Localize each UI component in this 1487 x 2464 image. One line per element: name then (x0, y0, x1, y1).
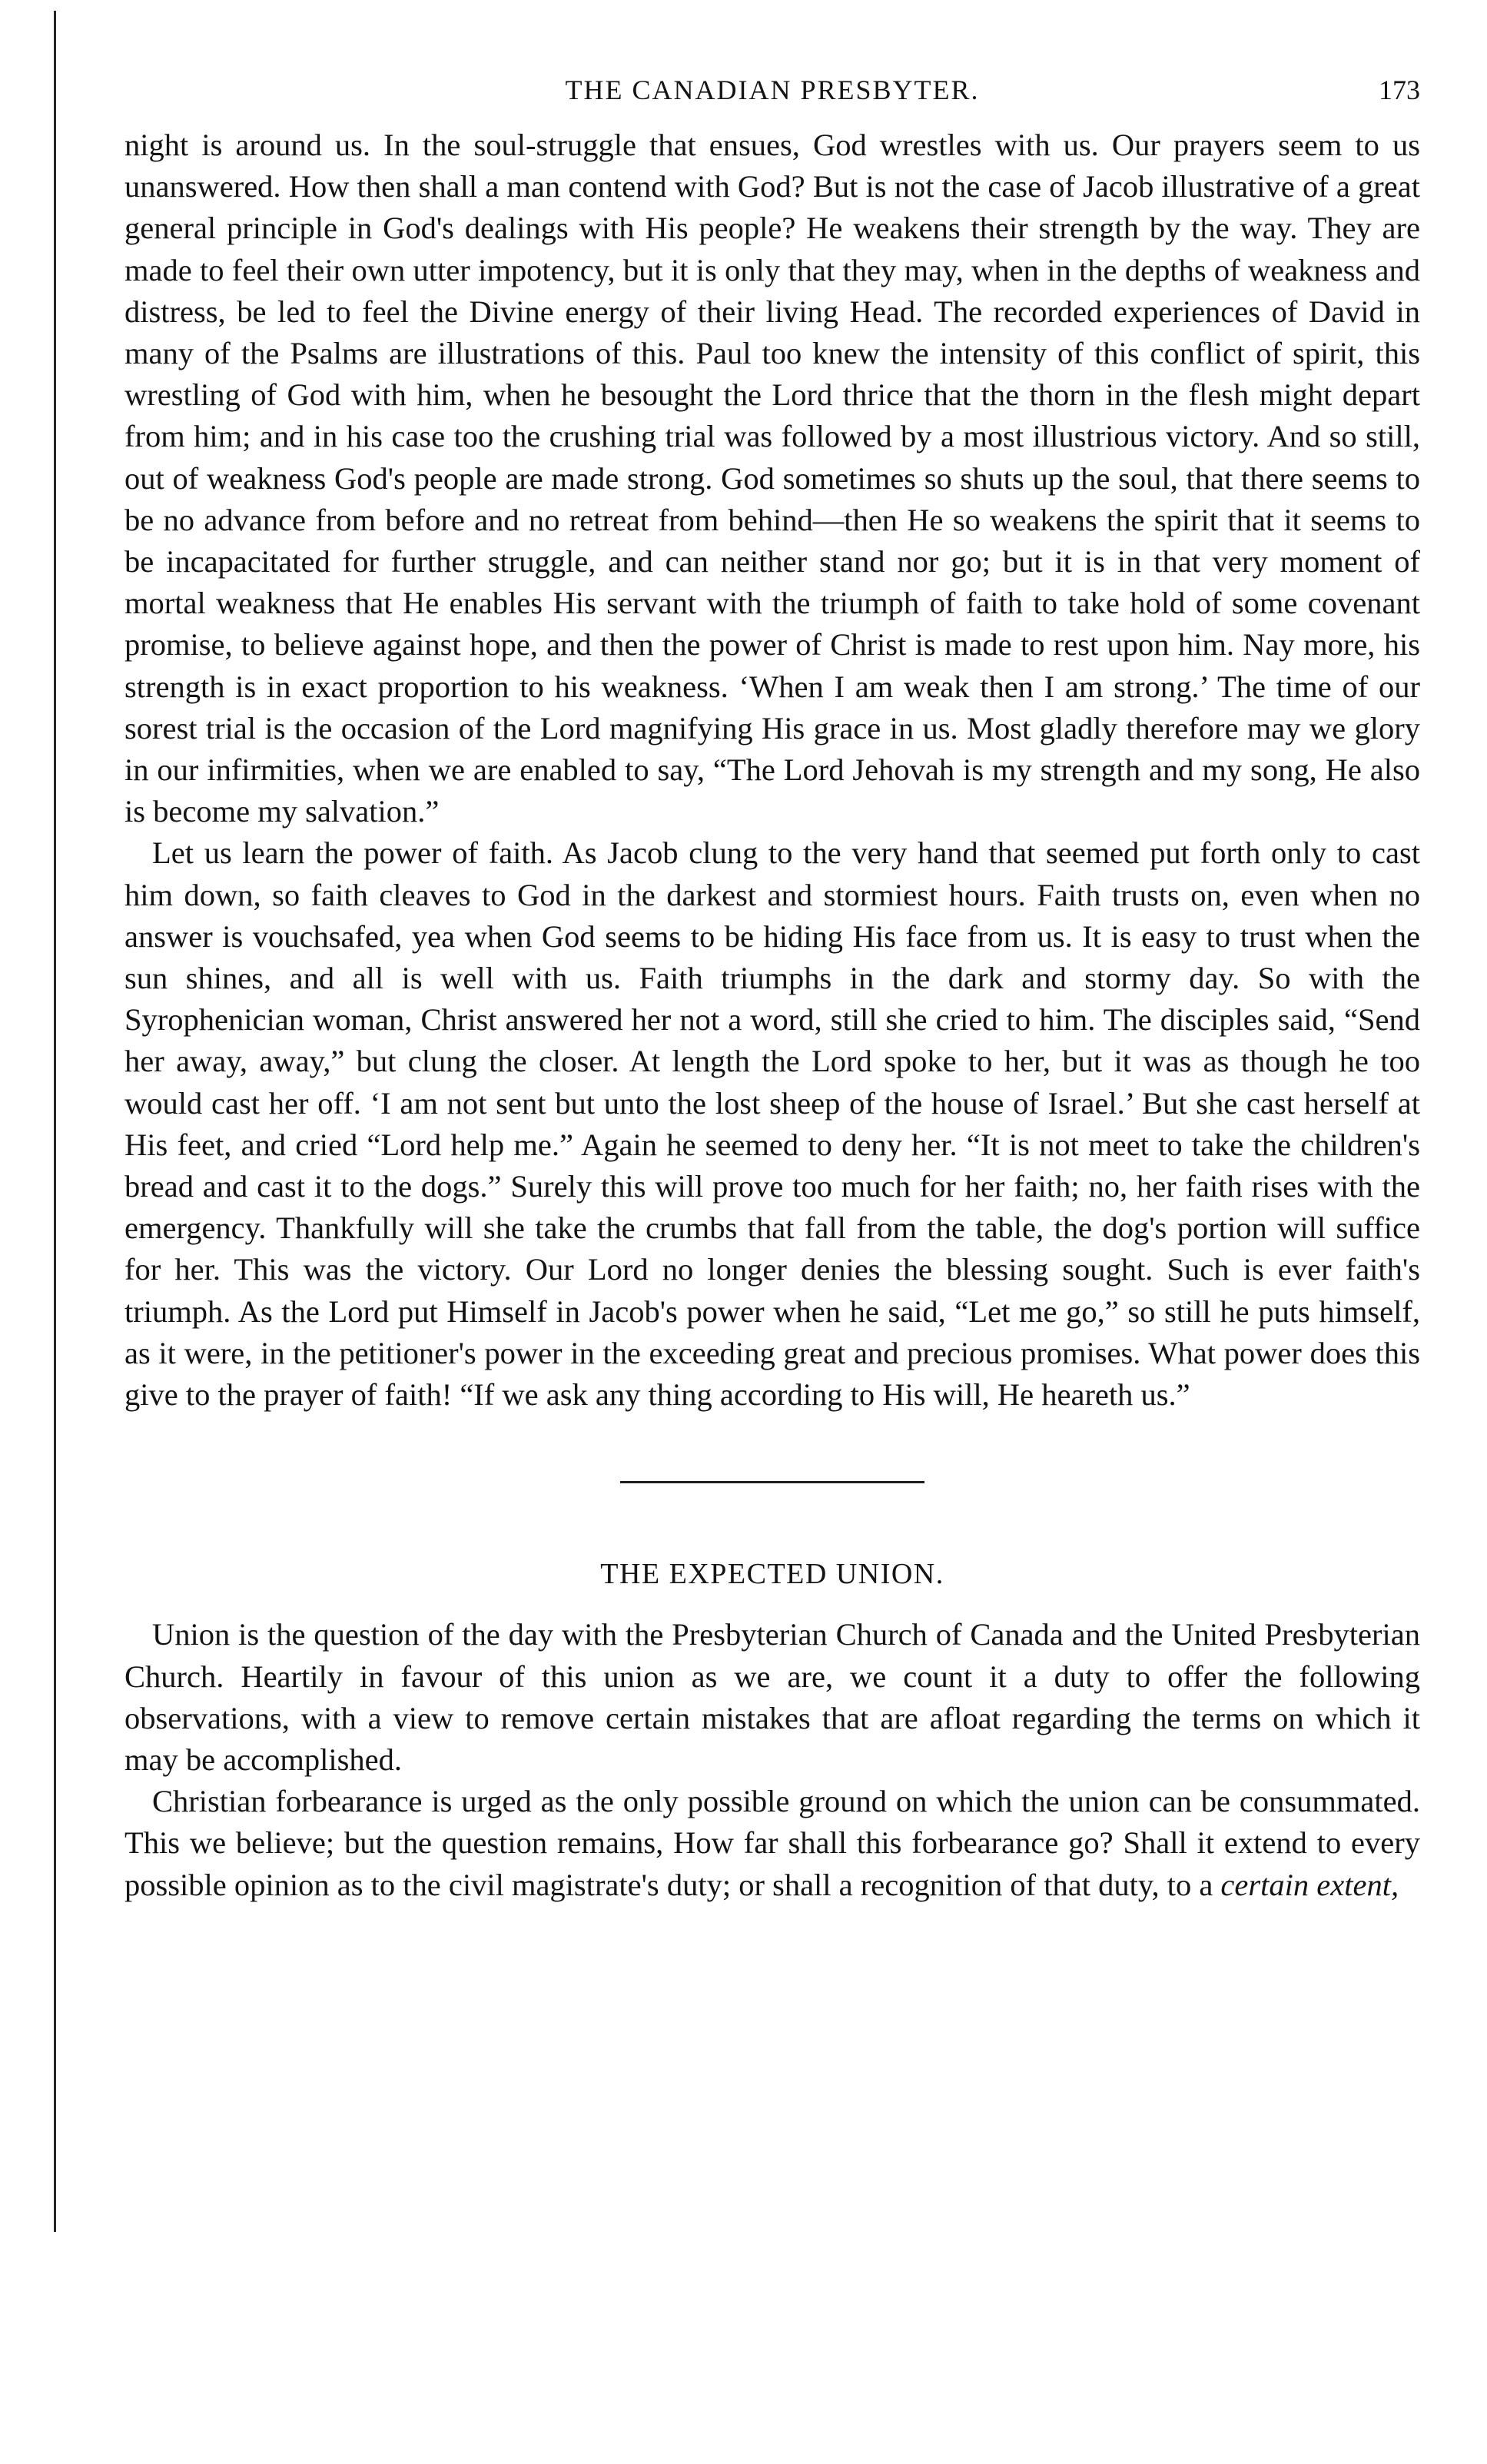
section-title: THE EXPECTED UNION. (600, 1558, 944, 1591)
book-page (124, 61, 1420, 1906)
paragraph-forbearance-text: Christian forbearance is urged as the only possible ground on which the union can be consummated. This we believe; but the question remains, How far shall this forbearance go? Shall it extend to every possible opinion as to the civil magistrate's duty; or shall a recognition of that duty, to a (124, 1784, 1420, 1902)
section-divider (620, 1481, 924, 1483)
page-left-edge-rule (54, 11, 56, 2232)
italic-emphasis: certain extent, (1220, 1867, 1399, 1902)
paragraph-christian-forbearance (124, 1781, 1420, 1906)
paragraph-power-of-faith: Let us learn the power of faith. As Jacob clung to the very hand that seemed put forth only to cast him down, so faith cleaves to God in the darkest and stormiest hours. Faith trusts on, even when no answer is vouchsafed, yea when God seems to be hiding His face from us. It is easy to trust when the sun shines, and all is well with us. Faith triumphs in the dark and stormy day. So with the Syrophenician woman, Christ answered her not a word, still she cried to him. The disciples said, “Send her away, away,” but clung the closer. At length the Lord spoke to her, but it was as though he too would cast her off. ‘I am not sent but unto the lost sheep of the house of Israel.’ But she cast herself at His feet, and cried “Lord help me.” Again he seemed to deny her. “It is not meet to take the children's bread and cast it to the dogs.” Surely this will prove too much for her faith; no, her faith rises with the emergency. Thankfully will she take the crumbs that fall from the table, the dog's portion will suffice for her. This was the victory. Our Lord no longer denies the blessing sought. Such is ever faith's triumph. As the Lord put Himself in Jacob's power when he said, “Let me go,” so still he puts himself, as it were, in the petitioner's power in the exceeding great and precious promises. What power does this give to the prayer of faith! “If we ask any thing according to His will, He heareth us.” (124, 835, 1420, 1413)
paragraph-union-question: Union is the question of the day with the Presbyterian Church of Canada and the United Presbyterian Church. Heartily in favour of this union as we are, we count it a duty to offer the following observations, with a view to remove certain mistakes that are afloat regarding the terms on which it may be accomplished. (124, 1617, 1420, 1777)
paragraph-continuation: night is around us. In the soul-struggle that ensues, God wrestles with us. Our prayers seem to us unanswered. How then shall a man contend with God? But is not the case of Jacob illustrative of a great general principle in God's dealings with His people? He weakens their strength by the way. They are made to feel their own utter impotency, but it is only that they may, when in the depths of weakness and distress, be led to feel the Divine energy of their living Head. The recorded experiences of David in many of the Psalms are illustrations of this. Paul too knew the intensity of this conflict of spirit, this wrestling of God with him, when he besought the Lord thrice that the thorn in the flesh might depart from him; and in his case too the crushing trial was followed by a most illustrious victory. And so still, out of weakness God's people are made strong. God sometimes so shuts up the soul, that there seems to be no advance from before and no retreat from behind—then He so weakens the spirit that it seems to be incapacitated for further struggle, and can neither stand nor go; but it is in that very moment of mortal weakness that He enables His servant with the triumph of faith to take hold of some covenant promise, to believe against hope, and then the power of Christ is made to rest upon him. Nay more, his strength is in exact proportion to his weakness. ‘When I am weak then I am strong.’ The time of our sorest trial is the occasion of the Lord magnifying His grace in us. Most gladly therefore may we glory in our infirmities, when we are enabled to say, “The Lord Jehovah is my strength and my song, He also is become my salvation.” (124, 128, 1420, 829)
article-faith-text (124, 125, 1420, 1416)
running-title: THE CANADIAN PRESBYTER. (565, 75, 980, 105)
article-expected-union-text (124, 1614, 1420, 1905)
page-number: 173 (1379, 75, 1420, 105)
running-head (124, 61, 1420, 115)
